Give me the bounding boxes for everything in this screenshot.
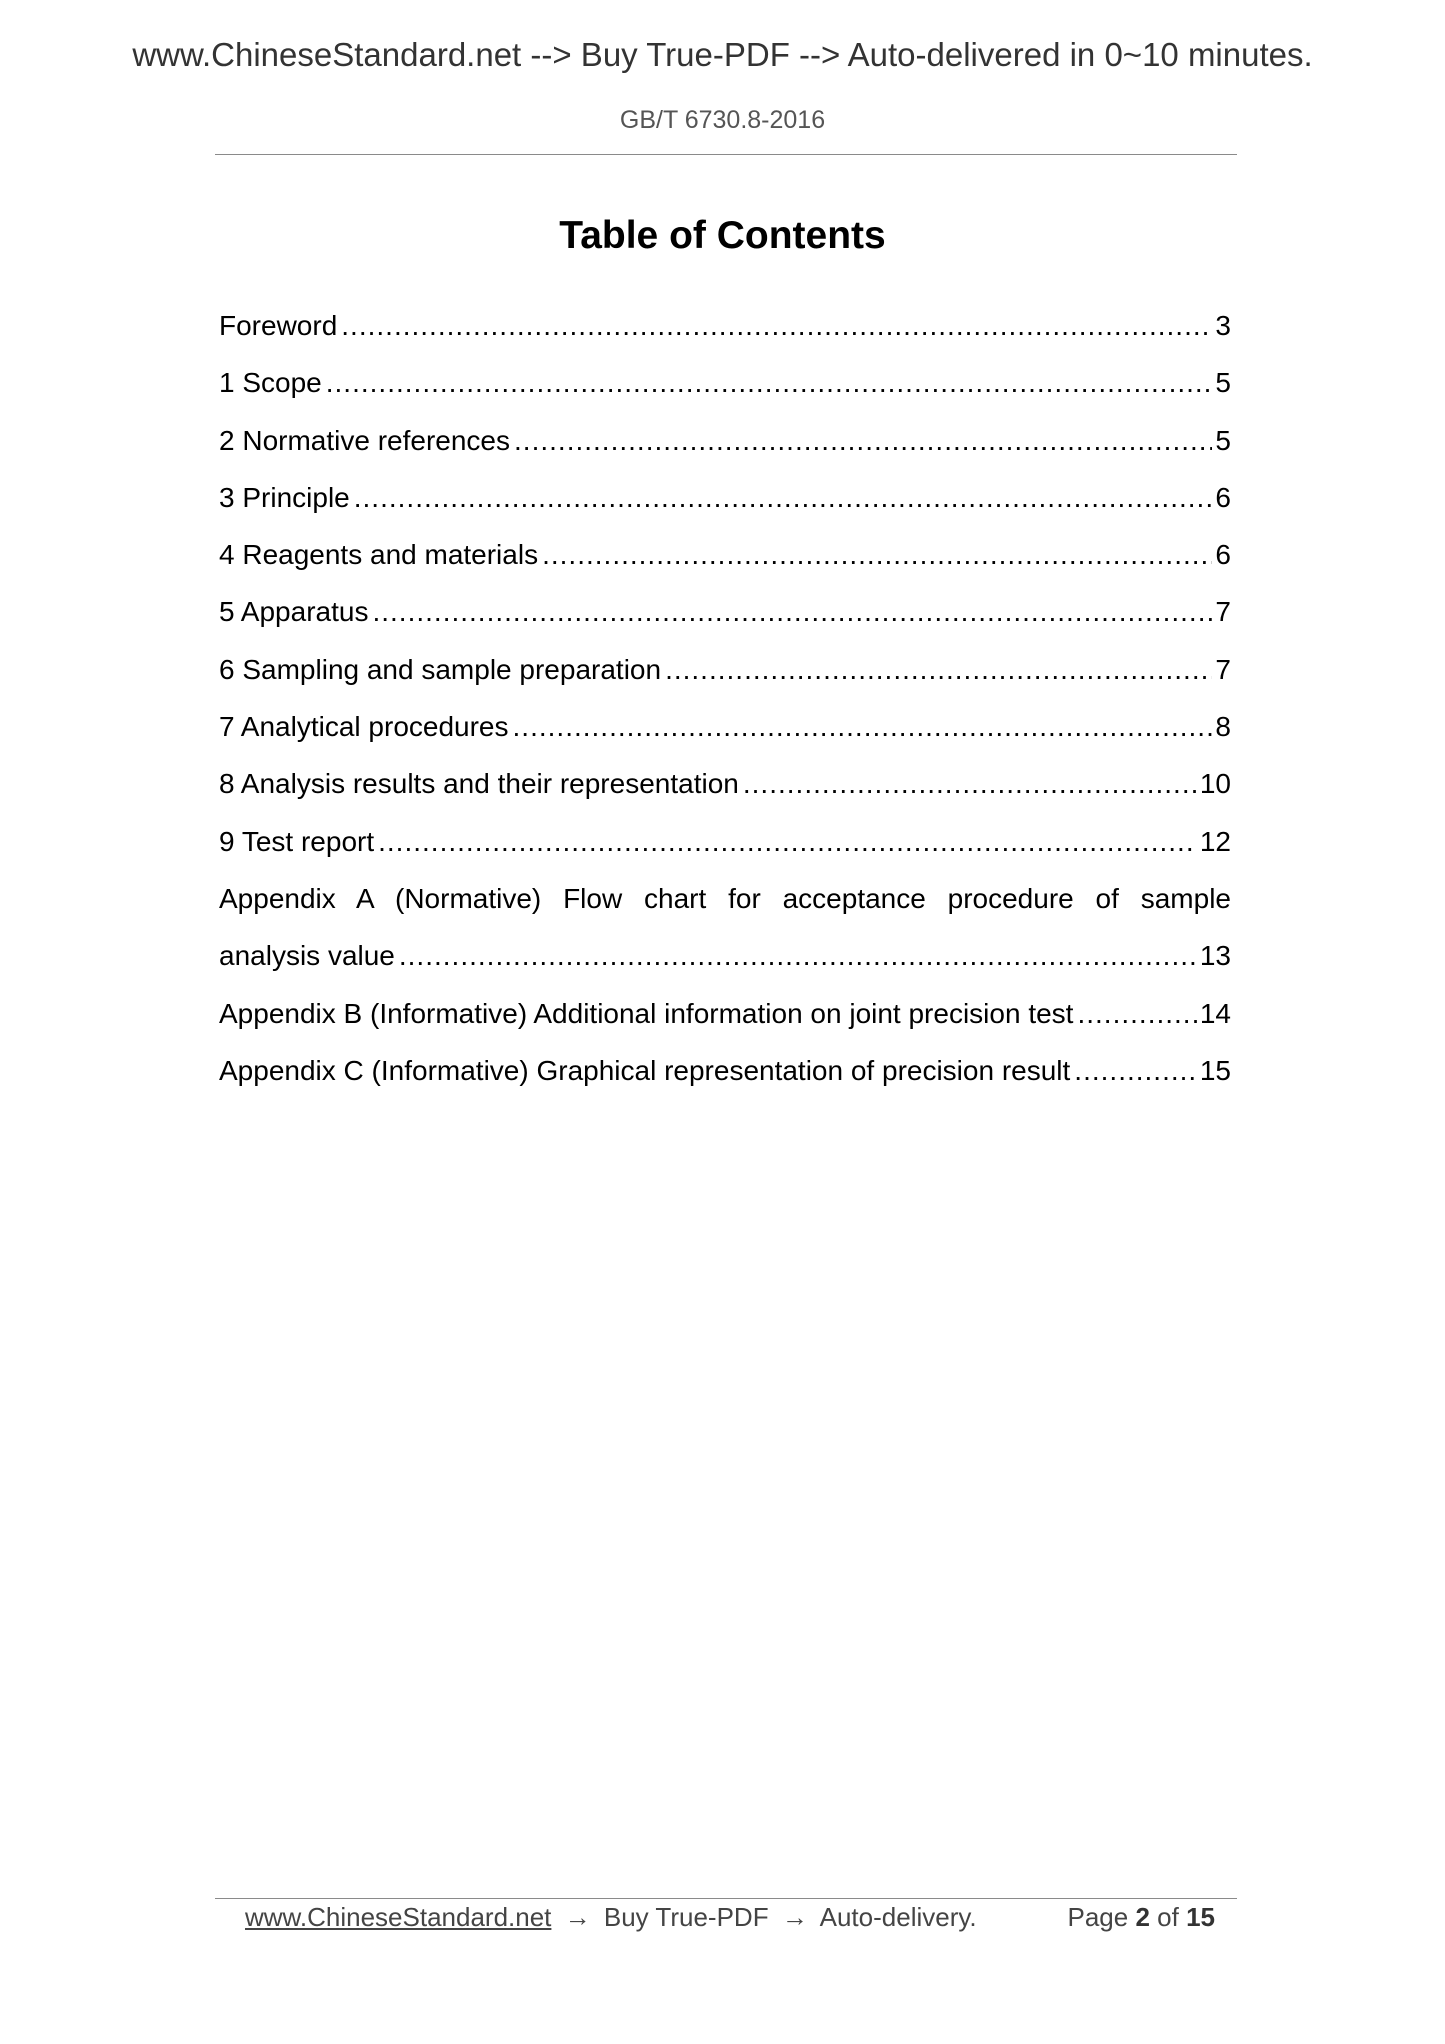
dot-leader — [514, 412, 1212, 469]
toc-entry-label: 8 Analysis results and their representation — [219, 768, 739, 800]
dot-leader — [354, 469, 1213, 526]
toc-entry-page: 8 — [1215, 711, 1231, 743]
toc-entry-label: 4 Reagents and materials — [219, 539, 539, 571]
toc-entry-page: 5 — [1215, 367, 1231, 399]
page-indicator — [1067, 1902, 1215, 1933]
toc-entry-label: Appendix A (Normative) Flow chart for acceptance procedure of sample — [219, 882, 1231, 914]
dot-leader — [743, 755, 1197, 812]
delivery-text: Auto-delivery. — [819, 1902, 977, 1932]
toc-entry-page: 7 — [1215, 596, 1231, 628]
right-arrow-icon: → — [781, 1902, 808, 1932]
toc-entry-label: 1 Scope — [219, 367, 322, 399]
toc-entry-test-report[interactable] — [219, 813, 1231, 870]
dot-leader — [372, 583, 1212, 640]
toc-entry-appendix-c[interactable] — [219, 1042, 1231, 1099]
toc-entry-analysis-results[interactable] — [219, 755, 1231, 812]
toc-entry-principle[interactable] — [219, 469, 1231, 526]
buy-text: Buy True-PDF — [603, 1902, 769, 1932]
site-link[interactable]: www.ChineseStandard.net — [245, 1902, 552, 1932]
toc-entry-analytical-procedures[interactable] — [219, 698, 1231, 755]
toc-entry-appendix-a-line2[interactable] — [219, 927, 1231, 984]
toc-entry-label: 6 Sampling and sample preparation — [219, 653, 662, 685]
toc-entry-reagents[interactable] — [219, 526, 1231, 583]
toc-entry-normative-references[interactable] — [219, 412, 1231, 469]
toc-entry-page: 10 — [1199, 768, 1231, 800]
toc-entry-page: 14 — [1199, 997, 1231, 1029]
toc-entry-page: 6 — [1215, 539, 1231, 571]
current-page-number: 2 — [1135, 1902, 1150, 1932]
of-word: of — [1157, 1902, 1179, 1932]
toc-entry-label: Appendix C (Informative) Graphical representation of precision result — [219, 1054, 1071, 1086]
toc-entry-page: 3 — [1215, 310, 1231, 341]
dot-leader — [399, 927, 1197, 984]
toc-entry-label: 5 Apparatus — [219, 596, 369, 628]
toc-entry-label: Foreword — [219, 310, 338, 341]
standard-code: GB/T 6730.8-2016 — [619, 106, 826, 134]
table-of-contents — [219, 297, 1231, 1099]
right-arrow-icon: → — [564, 1902, 591, 1932]
toc-entry-appendix-a-line1[interactable] — [219, 870, 1231, 927]
toc-entry-appendix-b[interactable] — [219, 985, 1231, 1042]
page-word: Page — [1067, 1902, 1129, 1932]
top-banner: www.ChineseStandard.net --> Buy True-PDF --> Auto-delivered in 0~10 minutes. — [132, 36, 1313, 73]
toc-entry-sampling[interactable] — [219, 641, 1231, 698]
toc-entry-page: 6 — [1215, 481, 1231, 513]
toc-entry-label: analysis value — [219, 940, 395, 972]
header-divider — [215, 154, 1237, 155]
toc-entry-page: 12 — [1199, 825, 1231, 857]
dot-leader — [326, 354, 1213, 411]
toc-entry-page: 7 — [1215, 653, 1231, 685]
toc-entry-label: Appendix B (Informative) Additional information on joint precision test — [219, 997, 1074, 1029]
toc-entry-scope[interactable] — [219, 354, 1231, 411]
total-pages-number: 15 — [1186, 1902, 1215, 1932]
toc-entry-page: 15 — [1199, 1054, 1231, 1086]
footer-divider — [215, 1898, 1237, 1899]
toc-entry-label: 9 Test report — [219, 825, 375, 857]
page-title: Table of Contents — [559, 214, 886, 257]
dot-leader — [542, 526, 1212, 583]
toc-entry-label: 7 Analytical procedures — [219, 711, 509, 743]
toc-entry-page: 5 — [1215, 424, 1231, 456]
toc-entry-label: 2 Normative references — [219, 424, 511, 456]
dot-leader — [1074, 1042, 1197, 1099]
toc-entry-label: 3 Principle — [219, 481, 350, 513]
dot-leader — [341, 297, 1212, 354]
dot-leader — [665, 641, 1212, 698]
toc-entry-foreword[interactable] — [219, 297, 1231, 354]
dot-leader — [513, 698, 1213, 755]
dot-leader — [378, 813, 1197, 870]
page-footer — [245, 1902, 1215, 1933]
dot-leader — [1077, 985, 1196, 1042]
toc-entry-apparatus[interactable] — [219, 583, 1231, 640]
toc-entry-page: 13 — [1199, 940, 1231, 972]
